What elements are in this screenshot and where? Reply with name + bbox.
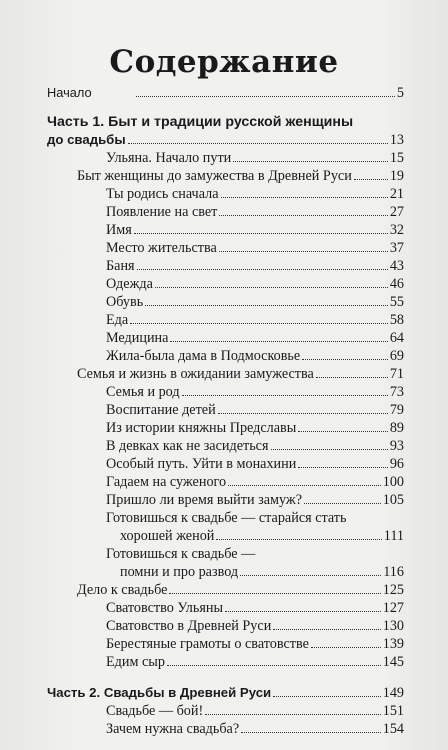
dot-leader xyxy=(240,575,381,576)
toc-page-number: 73 xyxy=(389,384,404,400)
toc-page-number: 79 xyxy=(389,402,404,418)
toc-page-number: 46 xyxy=(389,276,404,292)
dot-leader xyxy=(218,413,388,414)
part-2-heading xyxy=(47,684,404,702)
toc-entry-label: Место жительства xyxy=(106,240,217,256)
toc-entry-label: Одежда xyxy=(106,276,153,292)
dot-leader xyxy=(145,305,388,306)
toc-entry xyxy=(120,563,404,581)
dot-leader xyxy=(130,323,388,324)
dot-leader xyxy=(128,143,388,144)
part-1-heading-line1: Часть 1. Быт и традиции русской женщины xyxy=(47,114,354,130)
toc-entry-label: Дело к свадьбе xyxy=(77,582,168,598)
toc-entry xyxy=(106,419,404,437)
part-1-heading xyxy=(47,131,404,149)
toc-page-number: 13 xyxy=(389,132,404,148)
toc-page-number: 27 xyxy=(389,204,404,220)
toc-page-number: 130 xyxy=(382,618,404,634)
dot-leader xyxy=(136,96,395,97)
toc-entry xyxy=(106,617,404,635)
dot-leader xyxy=(316,377,388,378)
toc-entry-label: В девках как не засидеться xyxy=(106,438,269,454)
toc-entry xyxy=(106,653,404,671)
dot-leader xyxy=(169,593,380,594)
toc-page-number: 32 xyxy=(389,222,404,238)
toc-page-number: 69 xyxy=(389,348,404,364)
toc-entry xyxy=(106,203,404,221)
dot-leader xyxy=(241,732,381,733)
toc-page-number: 21 xyxy=(389,186,404,202)
toc-entry xyxy=(106,185,404,203)
toc-page-number: 151 xyxy=(382,703,404,719)
toc-entry-label: Особый путь. Уйти в монахини xyxy=(106,456,297,472)
toc-entry xyxy=(120,527,404,545)
toc-entry xyxy=(106,257,404,275)
toc-entry xyxy=(106,401,404,419)
dot-leader xyxy=(205,714,381,715)
toc-entry-label: хорошей женой xyxy=(120,528,215,544)
toc-page-number: 71 xyxy=(389,366,404,382)
toc-entry xyxy=(106,149,404,167)
toc-entry-label: Имя xyxy=(106,222,132,238)
toc-entry-label: Сватовство Ульяны xyxy=(106,600,224,616)
toc-entry xyxy=(106,702,404,720)
toc-entry xyxy=(77,581,404,599)
toc-page-number: 116 xyxy=(383,564,404,580)
toc-page-number: 19 xyxy=(389,168,404,184)
dot-leader xyxy=(221,197,388,198)
dot-leader xyxy=(167,665,381,666)
toc-entry-label: Ульяна. Начало пути xyxy=(106,150,232,166)
toc-entry-label: Семья и жизнь в ожидании замужества xyxy=(77,366,314,382)
toc-entry xyxy=(106,347,404,365)
toc-entry xyxy=(106,491,404,509)
toc-page-number: 139 xyxy=(382,636,404,652)
dot-leader xyxy=(271,449,388,450)
dot-leader xyxy=(170,341,387,342)
page-title: Содержание xyxy=(109,44,339,80)
dot-leader xyxy=(182,395,388,396)
dot-leader xyxy=(155,287,388,288)
toc-entry xyxy=(106,635,404,653)
dot-leader xyxy=(134,233,388,234)
toc-page-number: 125 xyxy=(382,582,404,598)
toc-entry xyxy=(106,221,404,239)
toc-entry xyxy=(77,365,404,383)
toc-entry xyxy=(106,455,404,473)
toc-page-number: 64 xyxy=(389,330,404,346)
toc-entry-label: Свадьбе — бой! xyxy=(106,703,204,719)
toc-entry-label: Пришло ли время выйти замуж? xyxy=(106,492,302,508)
toc-entry-label: Гадаем на суженого xyxy=(106,474,227,490)
toc-page-number: 154 xyxy=(382,721,404,737)
toc-entry xyxy=(106,311,404,329)
toc-entry-label: Баня xyxy=(106,258,135,274)
toc-entry xyxy=(106,437,404,455)
toc-page-number: 89 xyxy=(389,420,404,436)
dot-leader xyxy=(225,611,381,612)
toc-entry-label: Сватовство в Древней Руси xyxy=(106,618,272,634)
toc-page-number: 149 xyxy=(382,685,404,701)
toc-page-number: 58 xyxy=(389,312,404,328)
toc-page-number: 55 xyxy=(389,294,404,310)
toc-entry-line: Готовишься к свадьбе — старайся стать xyxy=(106,510,347,526)
part-2-heading-label: Часть 2. Свадьбы в Древней Руси xyxy=(47,685,272,700)
dot-leader xyxy=(298,431,388,432)
toc-entry xyxy=(77,167,404,185)
dot-leader xyxy=(354,179,388,180)
toc-entry-label: Берестяные грамоты о сватовстве xyxy=(106,636,309,652)
toc-entry xyxy=(106,599,404,617)
toc-entry-label: Едим сыр xyxy=(106,654,165,670)
toc-entry xyxy=(106,293,404,311)
toc-page-number: 105 xyxy=(382,492,404,508)
toc-page-number: 96 xyxy=(389,456,404,472)
toc-entry-label: Воспитание детей xyxy=(106,402,216,418)
dot-leader xyxy=(233,161,388,162)
dot-leader xyxy=(298,467,387,468)
toc-page-number: 111 xyxy=(383,528,404,544)
toc-page-number: 93 xyxy=(389,438,404,454)
dot-leader xyxy=(219,251,388,252)
toc-entry-label: Быт женщины до замужества в Древней Руси xyxy=(77,168,352,184)
toc-page-number: 5 xyxy=(396,85,404,101)
toc-entry-line: Готовишься к свадьбе — xyxy=(106,546,256,562)
toc-page-number: 100 xyxy=(382,474,404,490)
toc-entry xyxy=(106,383,404,401)
toc-page-number: 127 xyxy=(382,600,404,616)
dot-leader xyxy=(219,215,387,216)
dot-leader xyxy=(304,503,381,504)
toc-entry-label: Зачем нужна свадьба? xyxy=(106,721,240,737)
toc-entry-label: Из истории княжны Предславы xyxy=(106,420,297,436)
dot-leader xyxy=(273,696,381,697)
toc-entry xyxy=(106,720,404,738)
toc-entry xyxy=(106,329,404,347)
dot-leader xyxy=(273,629,380,630)
toc-entry-label: Начало xyxy=(47,85,92,100)
toc-entry-intro xyxy=(47,84,404,102)
toc-entry-label: Жила-была дама в Подмосковье xyxy=(106,348,301,364)
part-1-heading-line2: до свадьбы xyxy=(47,132,126,147)
dot-leader xyxy=(137,269,388,270)
dot-leader xyxy=(228,485,381,486)
toc-page-number: 145 xyxy=(382,654,404,670)
toc-entry xyxy=(106,473,404,491)
toc-page-number: 15 xyxy=(389,150,404,166)
toc-entry-label: Ты родись сначала xyxy=(106,186,219,202)
toc-entry-label: Еда xyxy=(106,312,129,328)
dot-leader xyxy=(302,359,388,360)
toc-entry-label: Медицина xyxy=(106,330,169,346)
toc-entry xyxy=(106,239,404,257)
toc-entry-label: Появление на свет xyxy=(106,204,218,220)
toc-entry-label: Семья и род xyxy=(106,384,180,400)
dot-leader xyxy=(311,647,381,648)
toc-entry-label: помни и про развод xyxy=(120,564,239,580)
toc-page-number: 43 xyxy=(389,258,404,274)
toc-entry-label: Обувь xyxy=(106,294,144,310)
toc-page-number: 37 xyxy=(389,240,404,256)
dot-leader xyxy=(216,539,381,540)
toc-entry xyxy=(106,275,404,293)
